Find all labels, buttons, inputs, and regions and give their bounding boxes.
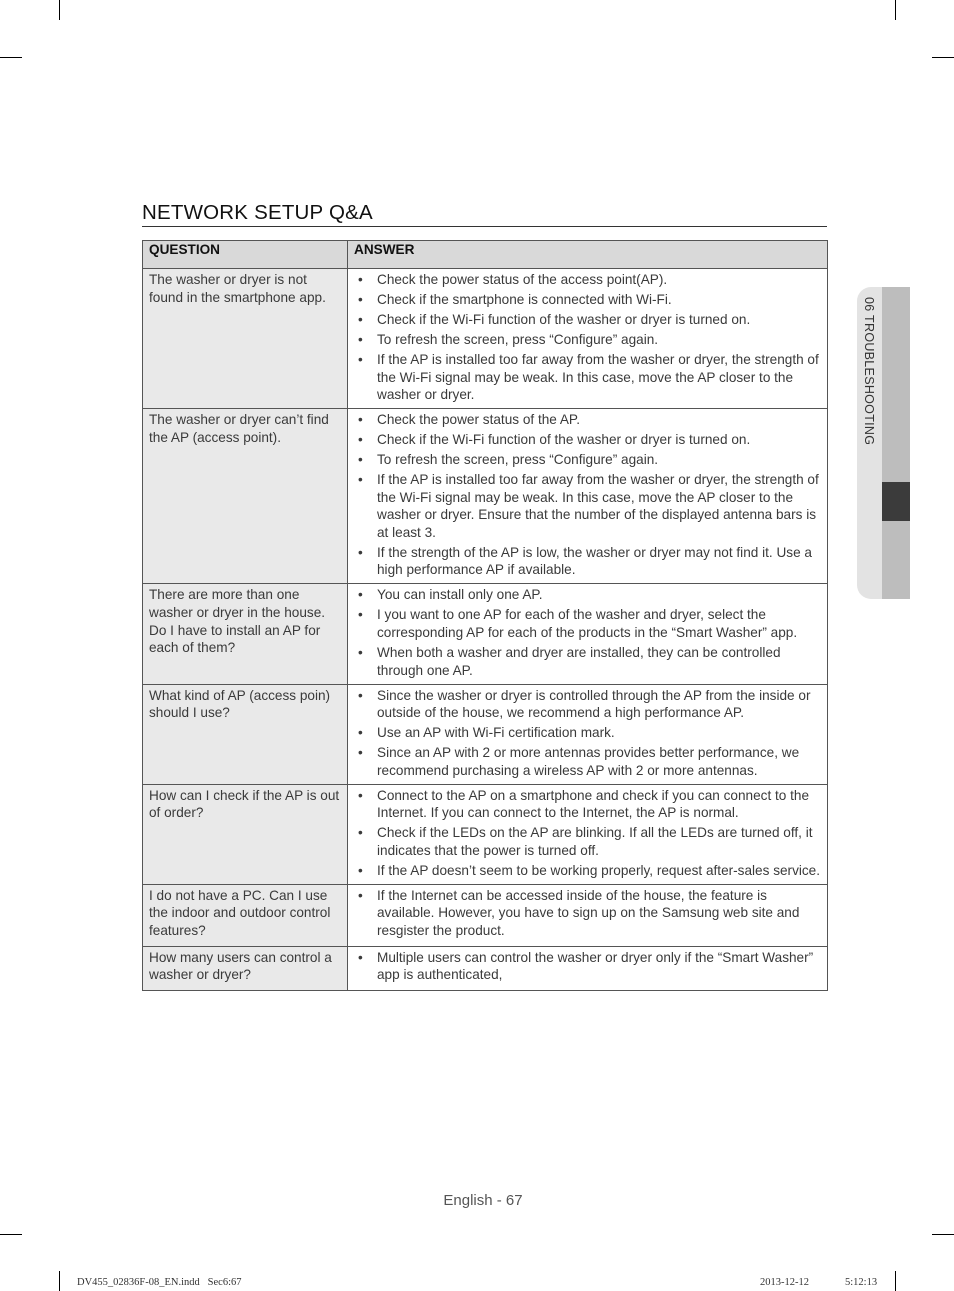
answer-column-header: ANSWER [348,241,828,269]
qa-table [142,240,828,991]
answer-item: • Check the power status of the access point(AP). [354,271,821,289]
question-cell: There are more than one washer or dryer in the house. Do I have to install an AP for each of them? [143,584,348,684]
crop-mark [59,1271,60,1291]
footer-time: 5:12:13 [845,1277,878,1288]
answer-item: • To refresh the screen, press “Configure” again. [354,331,821,349]
table-row [143,784,828,884]
question-cell: The washer or dryer can’t find the AP (access point). [143,409,348,584]
page-number: English - 67 [443,1192,523,1209]
question-cell: The washer or dryer is not found in the smartphone app. [143,269,348,409]
question-cell: I do not have a PC. Can I use the indoor and outdoor control features? [143,884,348,946]
answer-list [354,586,821,679]
chapter-tab-edge [882,287,910,599]
answer-item: • Since an AP with 2 or more antennas provides better performance, we recommend purchasing a wireless AP with 2 or more antennas. [354,744,821,779]
crop-mark [932,57,954,58]
answer-item: • I you want to one AP for each of the washer and dryer, select the corresponding AP for each of the products in the “Smart Washer” app. [354,606,821,641]
answer-item: • If the AP is installed too far away from the washer or dryer, the strength of the Wi-Fi signal may be weak. In this case, move the AP closer to the washer or dryer. Ensure that the number of the displayed antenna bars is at least 3. [354,471,821,541]
question-cell: How can I check if the AP is out of order? [143,784,348,884]
answer-list [354,271,821,404]
question-column-header: QUESTION [143,241,348,269]
answer-item: • Since the washer or dryer is controlled through the AP from the inside or outside of the house, we recommend a high performance AP. [354,687,821,722]
footer-date: 2013-12-12 [760,1277,809,1288]
answer-item: • If the Internet can be accessed inside of the house, the feature is available. However, you have to sign up on the Samsung web site and resgister the product. [354,887,821,940]
chapter-tab-marker [882,482,910,521]
crop-mark [0,1234,22,1235]
answer-list [354,411,821,579]
table-header-row [143,241,828,269]
answer-cell [348,784,828,884]
answer-item: • To refresh the screen, press “Configure” again. [354,451,821,469]
answer-item: • If the strength of the AP is low, the washer or dryer may not find it. Use a high performance AP if available. [354,544,821,579]
crop-mark [932,1234,954,1235]
table-row [143,946,828,990]
answer-cell [348,884,828,946]
answer-item: • Connect to the AP on a smartphone and check if you can connect to the Internet. If you can connect to the Internet, the AP is normal. [354,787,821,822]
answer-item: • If the AP doesn’t seem to be working properly, request after-sales service. [354,862,821,880]
chapter-tab-label: 06 TROUBLESHOOTING [862,297,876,446]
answer-item: • Use an AP with Wi-Fi certification mark. [354,724,821,742]
crop-mark [0,57,22,58]
answer-list [354,687,821,780]
qa-table-body [143,269,828,991]
footer-file-name: DV455_02836F-08_EN.indd Sec6:67 [77,1277,242,1288]
answer-cell [348,684,828,784]
answer-cell [348,269,828,409]
answer-list [354,787,821,880]
table-row [143,584,828,684]
answer-item: • You can install only one AP. [354,586,821,604]
answer-list [354,949,821,984]
answer-cell [348,409,828,584]
question-cell: What kind of AP (access poin) should I use? [143,684,348,784]
answer-item: • When both a washer and dryer are installed, they can be controlled through one AP. [354,644,821,679]
title-divider [142,226,827,227]
crop-mark [59,0,60,20]
question-cell: How many users can control a washer or dryer? [143,946,348,990]
answer-item: • Check the power status of the AP. [354,411,821,429]
table-row [143,409,828,584]
answer-cell [348,946,828,990]
answer-item: • Check if the Wi-Fi function of the washer or dryer is turned on. [354,431,821,449]
answer-cell [348,584,828,684]
answer-item: • If the AP is installed too far away from the washer or dryer, the strength of the Wi-Fi signal may be weak. In this case, move the AP closer to the washer or dryer. [354,351,821,404]
crop-mark [895,1271,896,1291]
answer-item: • Check if the smartphone is connected with Wi-Fi. [354,291,821,309]
crop-mark [895,0,896,20]
answer-item: • Check if the Wi-Fi function of the washer or dryer is turned on. [354,311,821,329]
answer-item: • Check if the LEDs on the AP are blinking. If all the LEDs are turned off, it indicates that the power is turned off. [354,824,821,859]
table-row [143,269,828,409]
table-row [143,684,828,784]
answer-item: • Multiple users can control the washer or dryer only if the “Smart Washer” app is authenticated, [354,949,821,984]
answer-list [354,887,821,940]
table-row [143,884,828,946]
page-title: NETWORK SETUP Q&A [142,201,373,224]
